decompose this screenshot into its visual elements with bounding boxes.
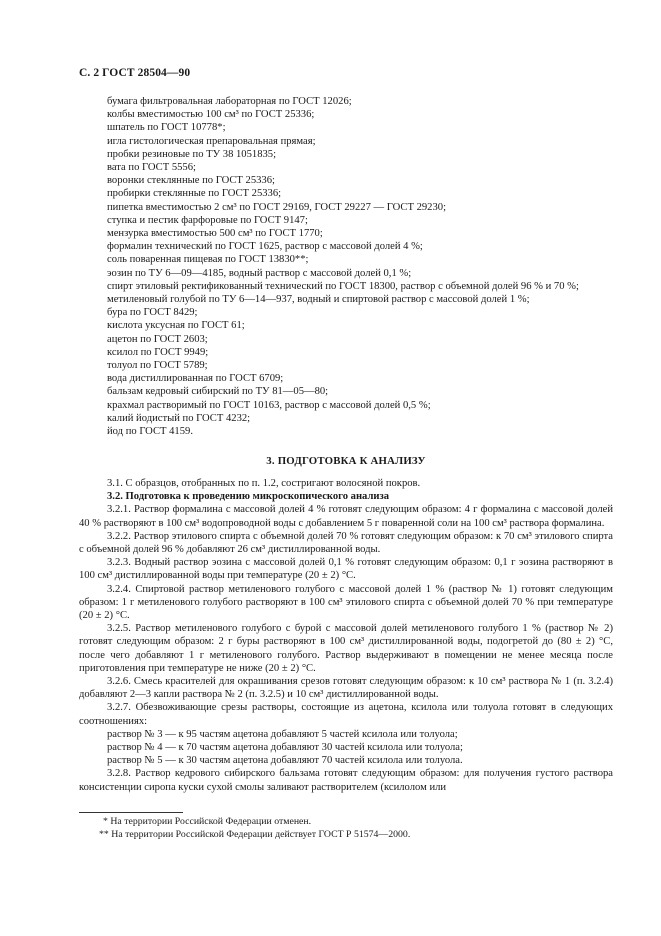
list-item: бальзам кедровый сибирский по ТУ 81—05—80; [107,386,329,398]
subsection-heading: 3.2. Подготовка к проведению микроскопического анализа [107,491,390,503]
list-item: вода дистиллированная по ГОСТ 6709; [107,373,284,385]
list-item: ступка и пестик фарфоровые по ГОСТ 9147; [107,214,308,226]
list-item: калий йодистый по ГОСТ 4232; [107,412,251,424]
list-item: игла гистологическая препаровальная прямая; [107,135,316,147]
paragraph: 3.2.6. Смесь красителей для окрашивания срезов готовят следующим образом: к 10 см³ раствора № 1 (п. 3.2.4) добавляют 2—3 капли раствора № 2 (п. 3.2.5) и 10 см³ дистиллированной воды. [79,676,613,701]
paragraph: 3.1. С образцов, отобранных по п. 1.2, состригают волосяной покров. [107,478,421,489]
list-item: бумага фильтровальная лабораторная по ГОСТ 12026; [107,96,352,107]
paragraph: 3.2.7. Обезвоживающие срезы растворы, состоящие из ацетона, ксилола или толуола готовят в следующих соотношениях: [79,702,613,727]
footnotes [79,816,613,841]
list-item: пипетка вместимостью 2 см³ по ГОСТ 29169, ГОСТ 29227 — ГОСТ 29230; [107,201,447,213]
paragraph: 3.2.3. Водный раствор эозина с массовой долей 0,1 % готовят следующим образом: 0,1 г эозина растворяют в 100 см³ дистиллированной воды при температуре (20 ± 2) °С. [79,557,613,582]
list-item: пробки резиновые по ТУ 38 1051835; [107,148,277,160]
footnote-divider [79,812,183,813]
paragraph: раствор № 3 — к 95 частям ацетона добавляют 5 частей ксилола или толуола; [107,728,458,740]
list-item: крахмал растворимый по ГОСТ 10163, раствор с массовой долей 0,5 %; [107,399,431,411]
list-item: колбы вместимостью 100 см³ по ГОСТ 25336; [107,109,315,121]
paragraph: раствор № 4 — к 70 частям ацетона добавляют 30 частей ксилола или толуола; [107,742,463,754]
paragraph: 3.2.5. Раствор метиленового голубого с бурой с массовой долей метиленового голубого 1 % (раствор № 2) готовят следующим образом: 2 г буры растворяют в 100 см³ дистиллированной воды, подогретой до (80 ± 2) °С, после чего добавляют 1 г метиленового голубого. Раствор выдерживают в помещении не менее месяца после приготовления при температуре не ниже (20 ± 2) °С. [79,623,613,674]
paragraph: 3.2.2. Раствор этилового спирта с объемной долей 70 % готовят следующим образом: к 70 см³ этилового спирта с объемной долей 96 % добавляют 26 см³ дистиллированной воды. [79,530,613,556]
paragraph: 3.2.1. Раствор формалина с массовой долей 4 % готовят следующим образом: 4 г формалина с массовой долей 40 % растворяют в 100 см³ водопроводной воды с добавлением 5 г поваренной соли на 100 см³ раствора формалина. [79,504,613,529]
paragraph: 3.2.4. Спиртовой раствор метиленового голубого с массовой долей 1 % (раствор № 1) готовят следующим образом: 1 г метиленового голубого растворяют в 100 см³ этилового спирта с объемной долей 70 % при температуре (20 ± 2) °С. [79,583,613,622]
paragraph: 3.2.8. Раствор кедрового сибирского бальзама готовят следующим образом: для получения густого раствора консистенции сиропа куски сухой смолы заливают растворителем (ксилолом или [79,768,613,793]
list-item: толуол по ГОСТ 5789; [107,360,208,372]
paragraph: раствор № 5 — к 30 частям ацетона добавляют 70 частей ксилола или толуола. [107,755,463,767]
list-item: формалин технический по ГОСТ 1625, раствор с массовой долей 4 %; [107,241,423,253]
list-item: мензурка вместимостью 500 см³ по ГОСТ 1770; [107,228,323,240]
section-body [79,477,613,794]
list-item: вата по ГОСТ 5556; [107,162,196,174]
list-item: бура по ГОСТ 8429; [107,307,198,319]
page-header: С. 2 ГОСТ 28504—90 [79,67,191,79]
footnote: * На территории Российской Федерации отменен. [103,816,312,827]
list-item: соль поваренная пищевая по ГОСТ 13830**; [107,254,309,266]
footnote: ** На территории Российской Федерации действует ГОСТ Р 51574—2000. [99,828,411,840]
list-item: спирт этиловый ректификованный технический по ГОСТ 18300, раствор с объемной долей 96 % и 70 %; [107,280,579,292]
list-item: ацетон по ГОСТ 2603; [107,333,208,345]
list-item: воронки стеклянные по ГОСТ 25336; [107,175,275,187]
list-item: метиленовый голубой по ТУ 6—14—937, водный и спиртовой раствор с массовой долей 1 %; [107,294,530,306]
list-item: йод по ГОСТ 4159. [107,426,193,438]
list-item: кислота уксусная по ГОСТ 61; [107,320,245,332]
list-item: пробирки стеклянные по ГОСТ 25336; [107,188,282,200]
list-item: ксилол по ГОСТ 9949; [107,346,209,358]
section-title: 3. ПОДГОТОВКА К АНАЛИЗУ [266,455,426,467]
list-item: эозин по ТУ 6—09—4185, водный раствор с массовой долей 0,1 %; [107,267,412,279]
materials-list [79,95,613,438]
list-item: шпатель по ГОСТ 10778*; [107,122,226,134]
